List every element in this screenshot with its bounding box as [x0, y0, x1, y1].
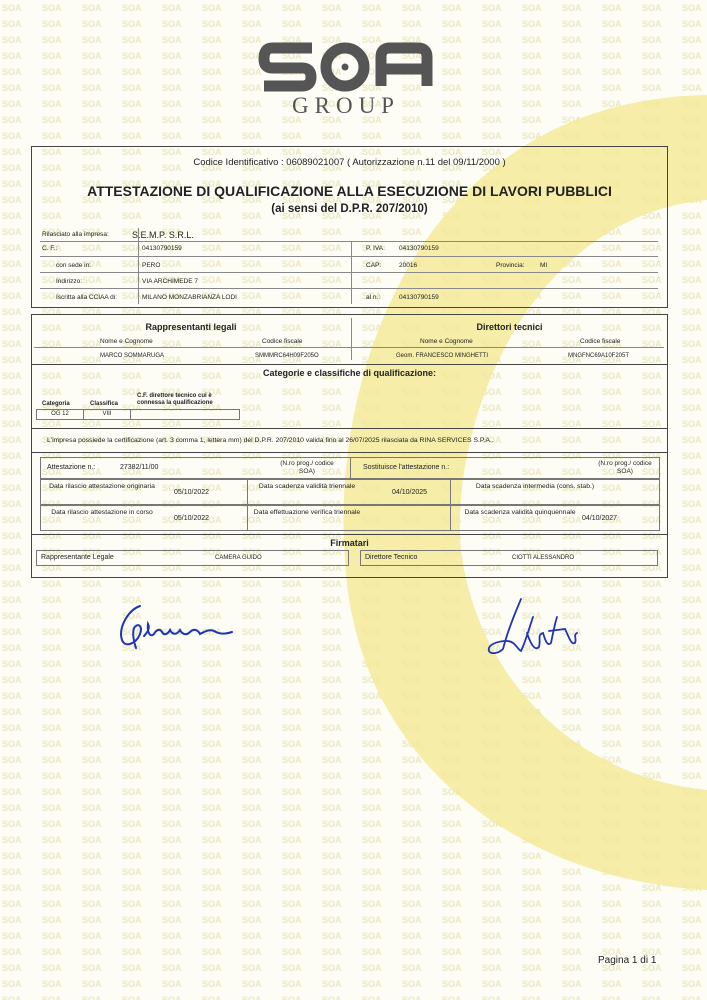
- tech-director-cf: MNGFNC69A10F205T: [568, 353, 630, 359]
- attestation-number-label: Attestazione n.:: [47, 464, 96, 471]
- legal-rep-cf: SMMMRC64H09F205O: [255, 353, 319, 359]
- certification-note: L'impresa possiede la certificazione (art. 3 comma 1, lettera mm) del D.P.R. 207/2010 valida fino al 26/07/2025 rilasciata da RINA SERVICES S.P.A..: [47, 437, 494, 444]
- page-subtitle: (ai sensi del D.P.R. 207/2010): [271, 203, 428, 215]
- current-date-label: Data rilascio attestazione in corso: [51, 509, 153, 516]
- issued-label: Rilasciato alla impresa:: [42, 231, 109, 238]
- cf-label: C. F.:: [42, 245, 58, 252]
- director-cf-col: C.F. direttore tecnico cui è connessa la qualificazione: [137, 393, 213, 406]
- tech-director-name: Geom. FRANCESCO MINGHETTI: [396, 353, 489, 359]
- seat-value: PERO: [142, 262, 161, 269]
- legal-cf-col: Codice fiscale: [262, 338, 303, 345]
- cciaa-value: MILANO MONZABRIANZA LODI: [142, 294, 237, 301]
- tech-name-col: Nome e Cognome: [420, 338, 473, 345]
- cap-value: 20016: [399, 262, 418, 269]
- province-label: Provincia:: [496, 262, 525, 269]
- signers-header: Firmatari: [330, 538, 369, 548]
- cciaa-label: Iscritta alla CCIAA di:: [56, 294, 118, 301]
- address-label: Indirizzo:: [56, 278, 83, 285]
- legal-rep-name: MARCO SOMMARUGA: [100, 353, 165, 359]
- categories-header: Categorie e classifiche di qualificazione:: [262, 368, 437, 378]
- category-value: OG 12: [51, 411, 69, 417]
- company-section: [31, 146, 668, 308]
- quinquennial-expiry-label: Data scadenza validità quinquennale: [464, 509, 576, 516]
- piva-value: 04130790159: [399, 245, 439, 252]
- cf-value: 04130790159: [142, 245, 182, 252]
- replaces-label: Sostituisce l'attestazione n.:: [363, 464, 450, 471]
- tech-cf-col: Codice fiscale: [580, 338, 621, 345]
- intermediate-expiry-label: Data scadenza intermedia (cons. stab.): [475, 483, 595, 490]
- address-value: VIA ARCHIMEDE 7: [142, 278, 198, 285]
- class-col: Classifica: [90, 401, 119, 407]
- attestation-number-value: 27382/11/00: [120, 464, 159, 471]
- svg-text:GROUP: GROUP: [292, 93, 400, 118]
- original-date-value: 05/10/2022: [174, 489, 210, 496]
- issued-value: S.E.M.P. S.R.L.: [132, 230, 194, 240]
- legal-rep-signature: [110, 598, 240, 658]
- signer-tech-label: Direttore Tecnico: [365, 554, 418, 561]
- quinquennial-expiry-value: 04/10/2027: [582, 515, 618, 522]
- al-label: al n.:: [366, 294, 381, 301]
- triennial-expiry-value: 04/10/2025: [392, 489, 428, 496]
- legal-name-col: Nome e Cognome: [100, 338, 153, 345]
- legal-reps-header: Rappresentanti legali: [145, 322, 237, 332]
- triennial-check-label: Data effettuazione verifica triennale: [253, 509, 361, 516]
- tech-directors-header: Direttori tecnici: [476, 322, 543, 332]
- province-value: MI: [540, 262, 548, 269]
- page-title: ATTESTAZIONE DI QUALIFICAZIONE ALLA ESECUZIONE DI LAVORI PUBBLICI: [87, 183, 612, 199]
- nro-prog-label-2: (N.ro prog./ codice SOA): [598, 460, 652, 475]
- signer-legal-label: Rappresentante Legale: [41, 554, 114, 561]
- seat-label: con sede in:: [56, 262, 92, 269]
- triennial-expiry-label: Data scadenza validità triennale: [258, 483, 356, 490]
- nro-prog-label-1: (N.ro prog./ codice SOA): [280, 460, 334, 475]
- cap-label: CAP:: [366, 262, 382, 269]
- signer-tech-value: CIOTTI ALESSANDRO: [512, 555, 575, 561]
- current-date-value: 05/10/2022: [174, 515, 210, 522]
- al-value: 04130790159: [399, 294, 439, 301]
- tech-director-signature: [485, 593, 585, 663]
- page-number: Pagina 1 di 1: [598, 955, 657, 966]
- original-date-label: Data rilascio attestazione originaria: [49, 483, 155, 490]
- class-value: VIII: [102, 411, 112, 417]
- signer-legal-value: CAMERA GUIDO: [215, 555, 262, 561]
- code-line: Codice Identificativo : 06089021007 ( Autorizzazione n.11 del 09/11/2000 ): [193, 157, 506, 168]
- piva-label: P. IVA:: [366, 245, 385, 252]
- soa-group-logo: [0, 38, 707, 118]
- category-col: Categoria: [42, 401, 70, 407]
